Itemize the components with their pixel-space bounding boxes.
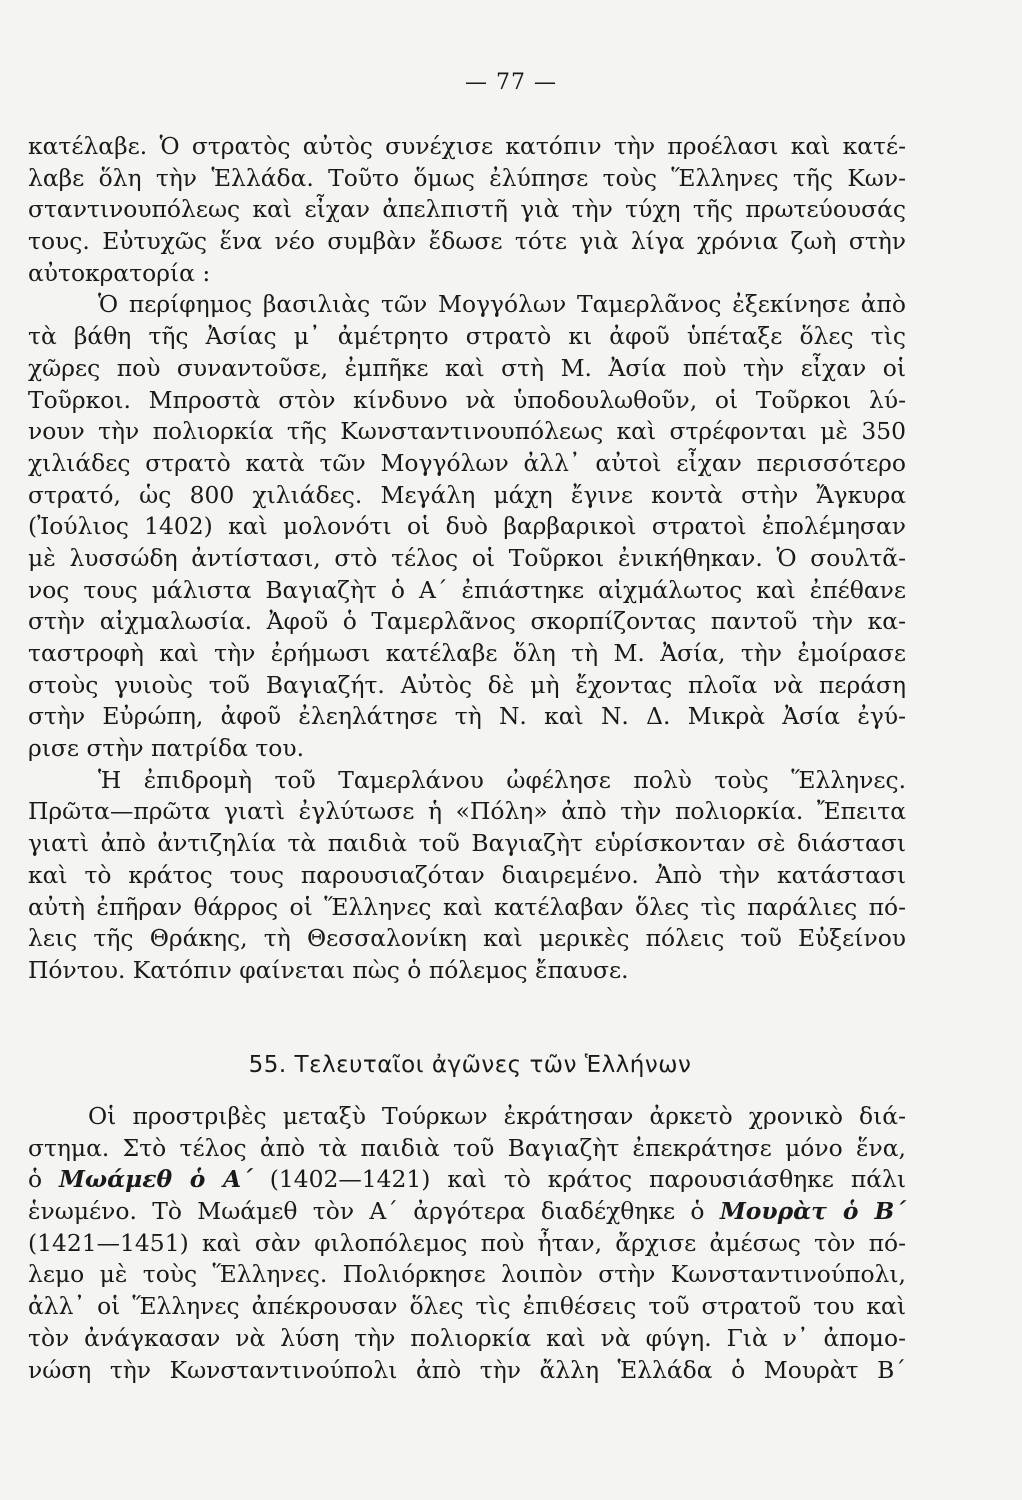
text-line: γιατὶ ἀπὸ ἀντιζηλία τὰ παιδιὰ τοῦ Βαγιαζὴτ εὑρίσκονταν σὲ διάστασι: [28, 829, 906, 858]
page-number: — 77 —: [465, 70, 557, 95]
text-line: τους. Εὐτυχῶς ἕνα νέο συμβὰν ἔδωσε τότε γιὰ λίγα χρόνια ζωὴ στὴν: [28, 227, 906, 256]
ruler-name: Μωάμεθ ὁ Α´: [59, 1165, 253, 1194]
text-line: τὸν ἀνάγκασαν νὰ λύση τὴν πολιορκία καὶ νὰ φύγη. Γιὰ ν᾽ ἀπομο-: [28, 1323, 906, 1352]
body-text-section-1: [28, 131, 906, 987]
text-line: στημα. Στὸ τέλος ἀπὸ τὰ παιδιὰ τοῦ Βαγιαζὴτ ἐπεκράτησε μόνο ἕνα,: [28, 1133, 906, 1162]
text-line: νώση τὴν Κωνσταντινούπολι ἀπὸ τὴν ἄλλη Ἑλλάδα ὁ Μουρὰτ Β´: [28, 1355, 906, 1384]
text-line: νος τους μάλιστα Βαγιαζὴτ ὁ Α´ ἐπιάστηκε αἰχμάλωτος καὶ ἐπέθανε: [28, 575, 906, 604]
text-line: ἑνωμένο. Τὸ Μωάμεθ τὸν Α´ ἀργότερα διαδέχθηκε ὁ Μουρὰτ ὁ Β´: [28, 1197, 907, 1226]
section-heading: 55. Τελευταῖοι ἀγῶνες τῶν Ἑλλήνων: [248, 1052, 692, 1078]
body-text-section-2: [28, 1101, 906, 1386]
text-line: σταντινουπόλεως καὶ εἶχαν ἀπελπιστῆ γιὰ τὴν τύχη τῆς πρωτεύουσάς: [28, 195, 906, 224]
text-line: (1421—1451) καὶ σὰν φιλοπόλεμος ποὺ ἦταν, ἄρχισε ἀμέσως τὸν πό-: [28, 1228, 906, 1257]
text-line: αὐτοκρατορία :: [28, 258, 211, 287]
text-line: τὰ βάθη τῆς Ἀσίας μ᾽ ἀμέτρητο στρατὸ κι ἀφοῦ ὑπέταξε ὅλες τὶς: [28, 322, 906, 351]
text-line: Ἡ ἐπιδρομὴ τοῦ Ταμερλάνου ὠφέλησε πολὺ τοὺς Ἕλληνες.: [98, 765, 906, 794]
text-line: λαβε ὅλη τὴν Ἑλλάδα. Τοῦτο ὅμως ἐλύπησε τοὺς Ἕλληνες τῆς Κων-: [28, 163, 906, 192]
text-line: ταστροφὴ καὶ τὴν ἐρήμωσι κατέλαβε ὅλη τὴ Μ. Ἀσία, τὴν ἐμοίρασε: [28, 639, 906, 667]
text-line: ἀλλ᾽ οἱ Ἕλληνες ἀπέκρουσαν ὅλες τὶς ἐπιθέσεις τοῦ στρατοῦ του καὶ: [28, 1292, 906, 1321]
text-line: κατέλαβε. Ὁ στρατὸς αὐτὸς συνέχισε κατόπιν τὴν προέλασι καὶ κατέ-: [28, 132, 906, 160]
text-line: καὶ τὸ κράτος τους παρουσιαζόταν διαιρεμένο. Ἀπὸ τὴν κατάστασι: [28, 860, 906, 889]
text-line: στρατό, ὡς 800 χιλιάδες. Μεγάλη μάχη ἔγινε κοντὰ στὴν Ἄγκυρα: [28, 480, 906, 509]
text-line: στοὺς γυιοὺς τοῦ Βαγιαζήτ. Αὐτὸς δὲ μὴ ἔχοντας πλοῖα νὰ περάση: [28, 670, 906, 699]
text-line: ὁ Μωάμεθ ὁ Α´ (1402—1421) καὶ τὸ κράτος παρουσιάσθηκε πάλι: [28, 1165, 906, 1194]
text-line: (Ἰούλιος 1402) καὶ μολονότι οἱ δυὸ βαρβαρικοὶ στρατοὶ ἐπολέμησαν: [28, 512, 906, 541]
text-line: Τοῦρκοι. Μπροστὰ στὸν κίνδυνο νὰ ὑποδουλωθοῦν, οἱ Τοῦρκοι λύ-: [28, 385, 906, 414]
text-line: χιλιάδες στρατὸ κατὰ τῶν Μογγόλων ἀλλ᾽ αὐτοὶ εἶχαν περισσότερο: [28, 448, 906, 477]
text-line: Ὁ περίφημος βασιλιὰς τῶν Μογγόλων Ταμερλᾶνος ἐξεκίνησε ἀπὸ: [98, 290, 906, 319]
ruler-name: Μουρὰτ ὁ Β´: [719, 1197, 907, 1226]
text-line: λεμο μὲ τοὺς Ἕλληνες. Πολιόρκησε λοιπὸν στὴν Κωνσταντινούπολι,: [28, 1260, 906, 1289]
text-line: Πόντου. Κατόπιν φαίνεται πὼς ὁ πόλεμος ἔπαυσε.: [28, 955, 629, 984]
text-line: ρισε στὴν πατρίδα του.: [28, 734, 305, 763]
text-line: μὲ λυσσώδη ἀντίστασι, στὸ τέλος οἱ Τοῦρκοι ἐνικήθηκαν. Ὁ σουλτᾶ-: [28, 543, 906, 572]
text-line: νουν τὴν πολιορκία τῆς Κωνσταντινουπόλεως καὶ στρέφονται μὲ 350: [28, 417, 906, 446]
text-line: χῶρες ποὺ συναντοῦσε, ἐμπῆκε καὶ στὴ Μ. Ἀσία ποὺ τὴν εἶχαν οἱ: [28, 353, 906, 382]
text-line: στὴν Εὐρώπη, ἀφοῦ ἐλεηλάτησε τὴ Ν. καὶ Ν. Δ. Μικρὰ Ἀσία ἐγύ-: [28, 702, 906, 731]
text-line: λεις τῆς Θράκης, τὴ Θεσσαλονίκη καὶ μερικὲς πόλεις τοῦ Εὐξείνου: [28, 924, 906, 953]
text-line: Οἱ προστριβὲς μεταξὺ Τούρκων ἐκράτησαν ἀρκετὸ χρονικὸ διά-: [88, 1102, 906, 1130]
text-line: στὴν αἰχμαλωσία. Ἀφοῦ ὁ Ταμερλᾶνος σκορπίζοντας παντοῦ τὴν κα-: [28, 607, 906, 636]
text-line: Πρῶτα—πρῶτα γιατὶ ἐγλύτωσε ἡ «Πόλη» ἀπὸ τὴν πολιορκία. Ἔπειτα: [28, 797, 906, 826]
text-line: αὐτὴ ἐπῆραν θάρρος οἱ Ἕλληνες καὶ κατέλαβαν ὅλες τὶς παράλιες πό-: [28, 892, 906, 921]
